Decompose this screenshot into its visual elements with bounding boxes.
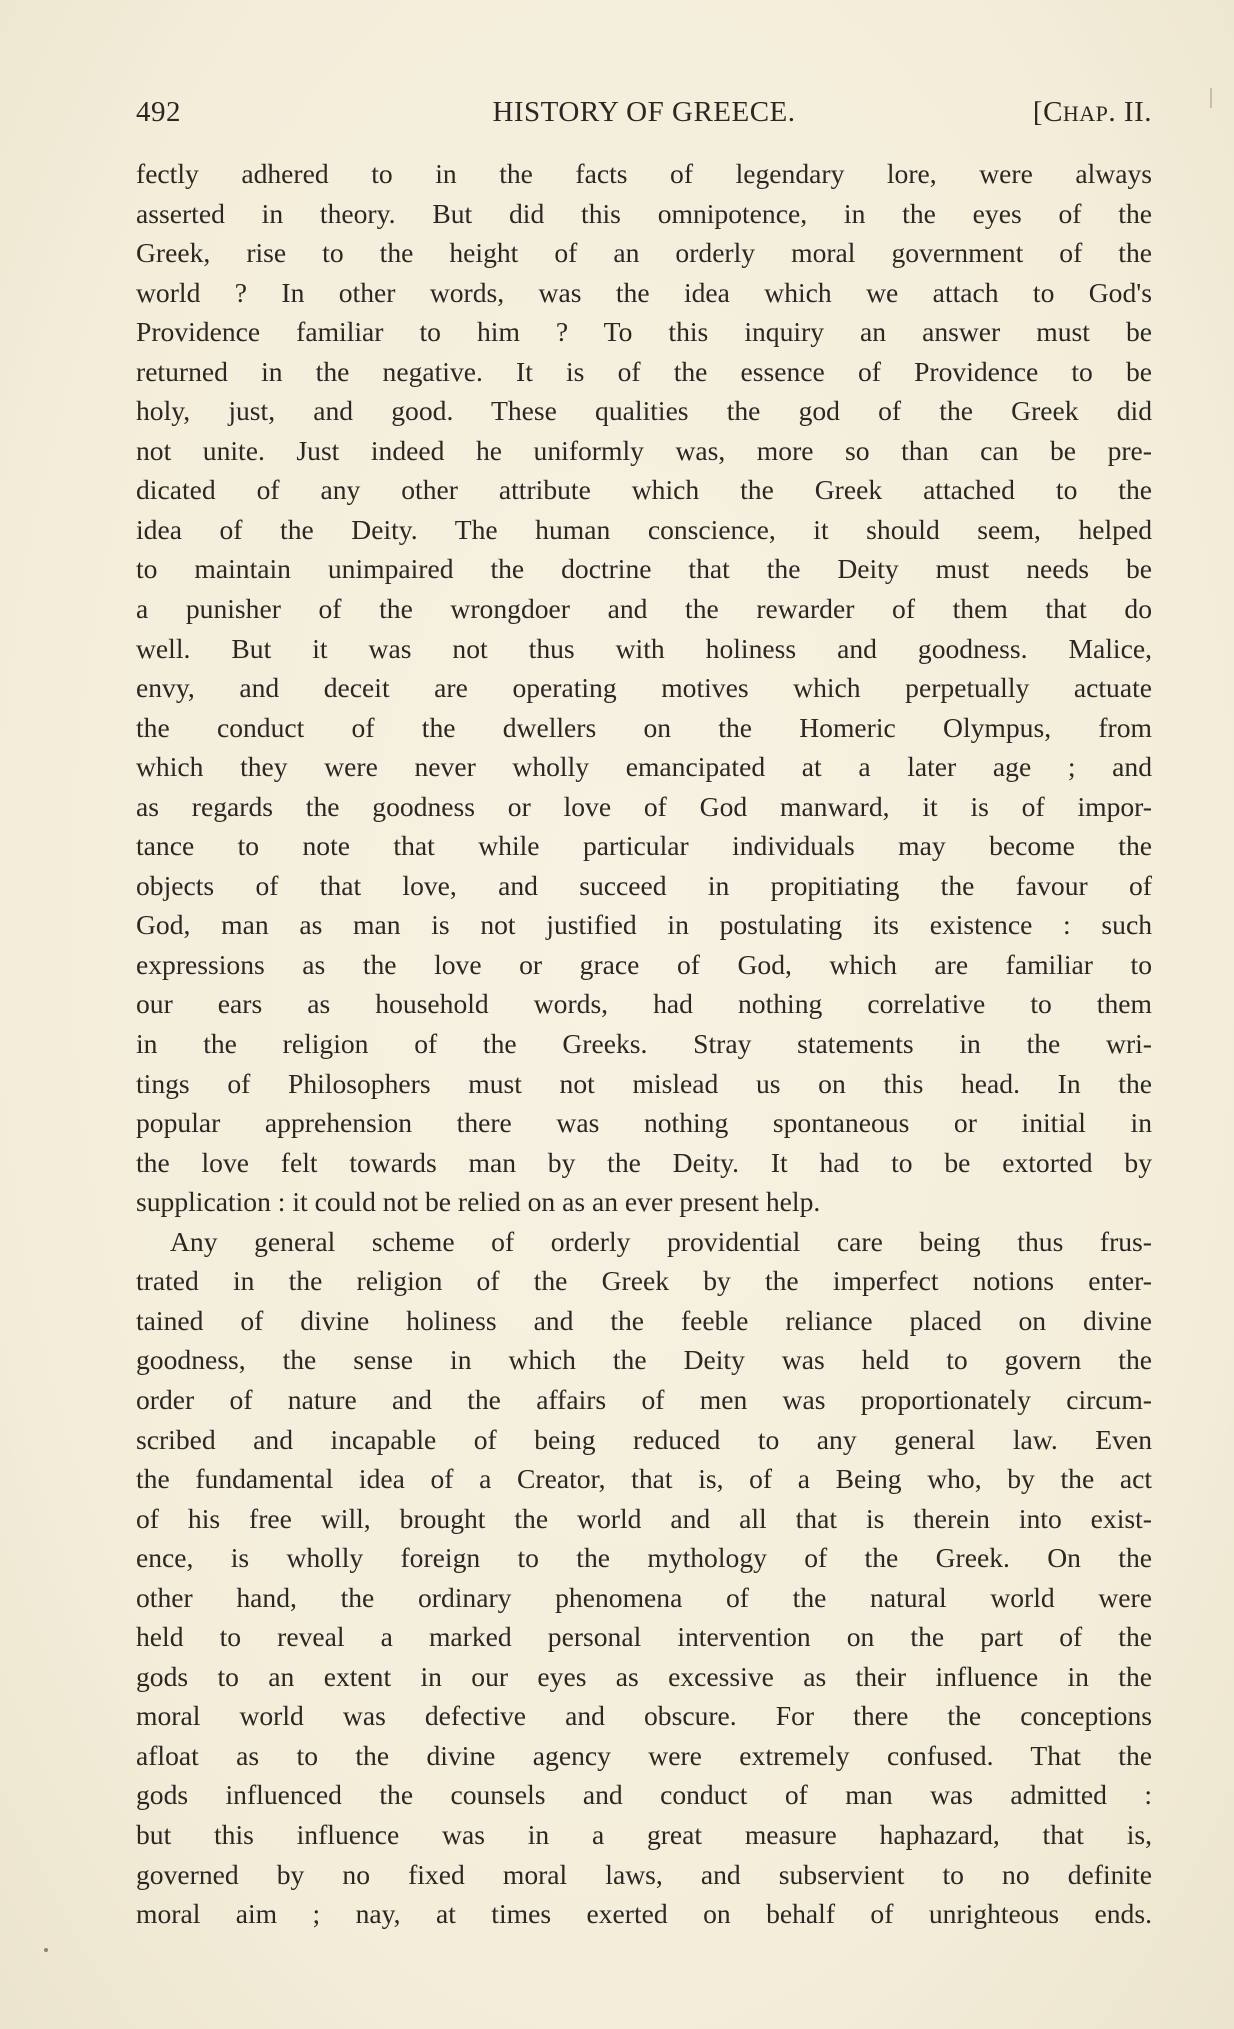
text-line: moral world was defective and obscure. For there the conceptions: [136, 1700, 1152, 1732]
text-line: asserted in theory. But did this omnipotence, in the eyes of the: [136, 197, 1152, 229]
text-line: gods to an extent in our eyes as excessive as their influence in the: [136, 1660, 1152, 1692]
text-line: which they were never wholly emancipated at a later age ; and: [136, 751, 1152, 783]
text-line: dicated of any other attribute which the Greek attached to the: [136, 474, 1152, 506]
text-line: moral aim ; nay, at times exerted on behalf of unrighteous ends.: [136, 1898, 1152, 1930]
text-line: the love felt towards man by the Deity. It had to be extorted by: [136, 1146, 1152, 1178]
text-line: the conduct of the dwellers on the Homeric Olympus, from: [136, 711, 1152, 743]
text-line: other hand, the ordinary phenomena of the natural world were: [136, 1581, 1152, 1613]
text-line: tained of divine holiness and the feeble reliance placed on divine: [136, 1304, 1152, 1336]
text-line: Providence familiar to him ? To this inquiry an answer must be: [136, 316, 1152, 348]
text-line: order of nature and the affairs of men was proportionately circum-: [136, 1383, 1152, 1415]
text-line: expressions as the love or grace of God, which are familiar to: [136, 948, 1152, 980]
text-line: as regards the goodness or love of God manward, it is of impor-: [136, 790, 1152, 822]
chapter-prefix: [C: [1032, 96, 1063, 128]
text-line: idea of the Deity. The human conscience, it should seem, helped: [136, 513, 1152, 545]
text-line: but this influence was in a great measure haphazard, that is,: [136, 1818, 1152, 1850]
text-line: tance to note that while particular individuals may become the: [136, 830, 1152, 862]
running-title: HISTORY OF GREECE.: [492, 96, 796, 128]
text-line: supplication : it could not be relied on as an ever present help.: [136, 1186, 821, 1218]
text-line: objects of that love, and succeed in propitiating the favour of: [136, 869, 1152, 901]
text-line: trated in the religion of the Greek by the imperfect notions enter-: [136, 1265, 1152, 1297]
chapter-small-caps: HAP: [1062, 101, 1109, 126]
text-line: governed by no fixed moral laws, and subservient to no definite: [136, 1858, 1152, 1890]
body-text: [136, 154, 1152, 1934]
running-header: [136, 90, 1152, 134]
text-line: well. But it was not thus with holiness and goodness. Malice,: [136, 632, 1152, 664]
text-line: gods influenced the counsels and conduct of man was admitted :: [136, 1779, 1152, 1811]
text-line: our ears as household words, had nothing correlative to them: [136, 988, 1152, 1020]
text-line: popular apprehension there was nothing spontaneous or initial in: [136, 1107, 1152, 1139]
text-line: not unite. Just indeed he uniformly was, more so than can be pre-: [136, 434, 1152, 466]
text-line: holy, just, and good. These qualities the god of the Greek did: [136, 395, 1152, 427]
text-line: envy, and deceit are operating motives which perpetually actuate: [136, 672, 1152, 704]
text-line: afloat as to the divine agency were extremely confused. That the: [136, 1739, 1152, 1771]
text-line: to maintain unimpaired the doctrine that the Deity must needs be: [136, 553, 1152, 585]
page-edge-mark: [1210, 88, 1212, 108]
text-line: scribed and incapable of being reduced to any general law. Even: [136, 1423, 1152, 1455]
text-line: God, man as man is not justified in postulating its existence : such: [136, 909, 1152, 941]
chapter-reference: [1033, 96, 1152, 129]
text-line: fectly adhered to in the facts of legendary lore, were always: [136, 158, 1152, 189]
text-line: of his free will, brought the world and all that is therein into exist-: [136, 1502, 1152, 1534]
text-line: held to reveal a marked personal intervention on the part of the: [136, 1621, 1152, 1653]
text-line: ence, is wholly foreign to the mythology of the Greek. On the: [136, 1542, 1152, 1574]
text-line: a punisher of the wrongdoer and the rewarder of them that do: [136, 593, 1152, 625]
page-number: 492: [136, 96, 181, 128]
paragraph-start-line: Any general scheme of orderly providential care being thus frus-: [170, 1225, 1152, 1257]
chapter-suffix: . II.: [1108, 96, 1152, 128]
text-line: the fundamental idea of a Creator, that is, of a Being who, by the act: [136, 1463, 1152, 1495]
text-line: tings of Philosophers must not mislead us on this head. In the: [136, 1067, 1152, 1099]
text-line: goodness, the sense in which the Deity was held to govern the: [136, 1344, 1152, 1376]
text-line: world ? In other words, was the idea which we attach to God's: [136, 276, 1152, 308]
text-line: Greek, rise to the height of an orderly moral government of the: [136, 237, 1152, 269]
text-line: in the religion of the Greeks. Stray statements in the wri-: [136, 1028, 1152, 1060]
text-line: returned in the negative. It is of the essence of Providence to be: [136, 355, 1152, 387]
page-speck: [44, 1948, 48, 1952]
